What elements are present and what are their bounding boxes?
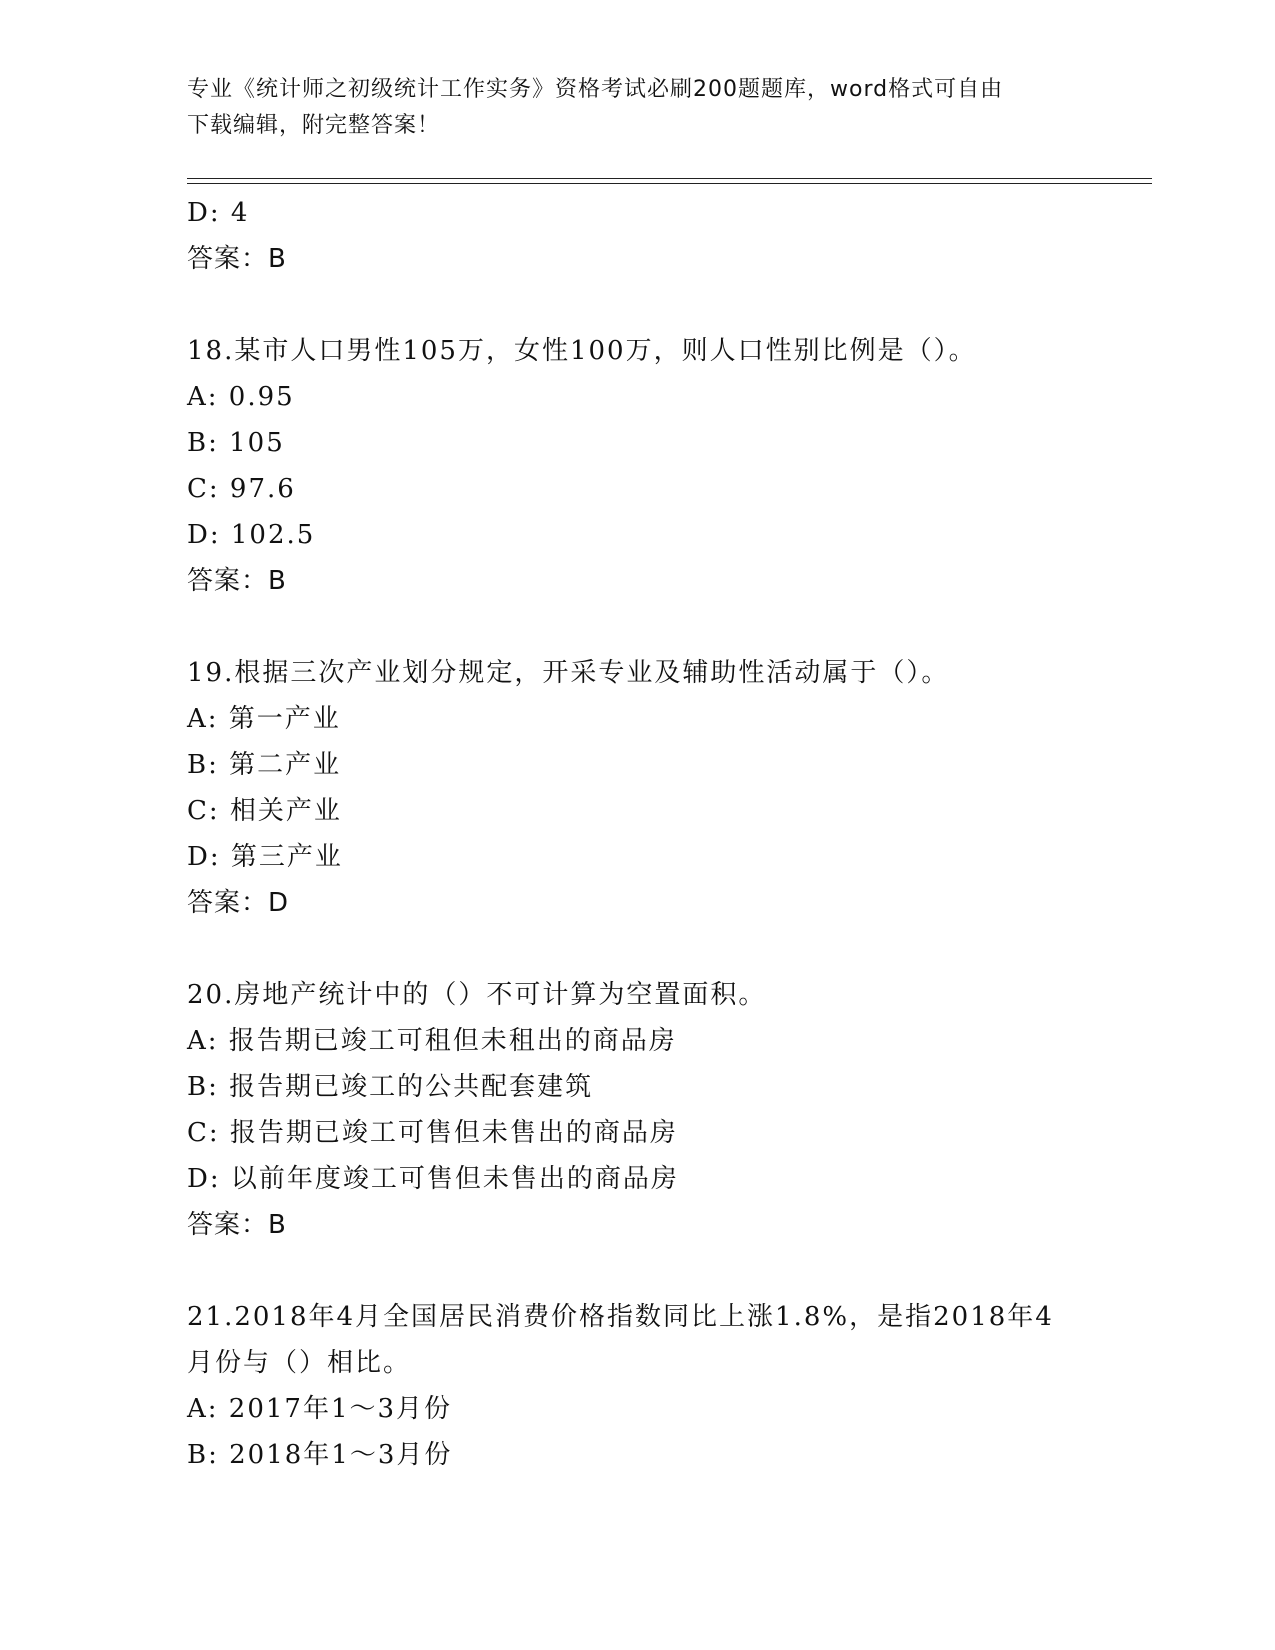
question-text-line-1: 21.2018年4月全国居民消费价格指数同比上涨1.8%，是指2018年4 bbox=[187, 1302, 1054, 1332]
answer-line: 答案：B bbox=[187, 244, 287, 274]
question-20 bbox=[187, 972, 1147, 1248]
option-d: D: 第三产业 bbox=[187, 842, 343, 872]
answer-line: 答案：D bbox=[187, 888, 290, 918]
option-c: C: 97.6 bbox=[187, 474, 296, 504]
spacer bbox=[187, 604, 1147, 650]
question-text: 19.根据三次产业划分规定，开采专业及辅助性活动属于（）。 bbox=[187, 658, 950, 688]
option-a: A: 0.95 bbox=[187, 382, 295, 412]
document-header bbox=[187, 72, 1087, 144]
option-a: A: 2017年1～3月份 bbox=[187, 1394, 453, 1424]
spacer bbox=[187, 926, 1147, 972]
header-title-line-2: 下载编辑，附完整答案！ bbox=[187, 113, 441, 138]
header-title-line-1: 专业《统计师之初级统计工作实务》资格考试必刷200题题库，word格式可自由 bbox=[187, 77, 1004, 102]
header-divider-top bbox=[187, 178, 1152, 179]
question-18 bbox=[187, 328, 1147, 604]
option-c: C: 报告期已竣工可售但未售出的商品房 bbox=[187, 1118, 678, 1148]
answer-line: 答案：B bbox=[187, 566, 287, 596]
question-21 bbox=[187, 1294, 1147, 1478]
option-a: A: 第一产业 bbox=[187, 704, 341, 734]
option-b: B: 105 bbox=[187, 428, 285, 458]
question-content bbox=[187, 190, 1147, 1478]
option-b: B: 报告期已竣工的公共配套建筑 bbox=[187, 1072, 594, 1102]
option-b: B: 2018年1～3月份 bbox=[187, 1440, 453, 1470]
option-a: A: 报告期已竣工可租但未租出的商品房 bbox=[187, 1026, 677, 1056]
option-d: D: 以前年度竣工可售但未售出的商品房 bbox=[187, 1164, 679, 1194]
option-b: B: 第二产业 bbox=[187, 750, 342, 780]
answer-line: 答案：B bbox=[187, 1210, 287, 1240]
option-d: D: 102.5 bbox=[187, 520, 316, 550]
question-text-line-2: 月份与（）相比。 bbox=[187, 1348, 412, 1378]
option-d: D: 4 bbox=[187, 198, 250, 228]
question-text: 18.某市人口男性105万，女性100万，则人口性别比例是（）。 bbox=[187, 336, 977, 366]
question-17-tail bbox=[187, 190, 1147, 282]
header-divider-bottom bbox=[187, 183, 1152, 184]
question-text: 20.房地产统计中的（）不可计算为空置面积。 bbox=[187, 980, 767, 1010]
question-19 bbox=[187, 650, 1147, 926]
spacer bbox=[187, 1248, 1147, 1294]
spacer bbox=[187, 282, 1147, 328]
option-c: C: 相关产业 bbox=[187, 796, 342, 826]
